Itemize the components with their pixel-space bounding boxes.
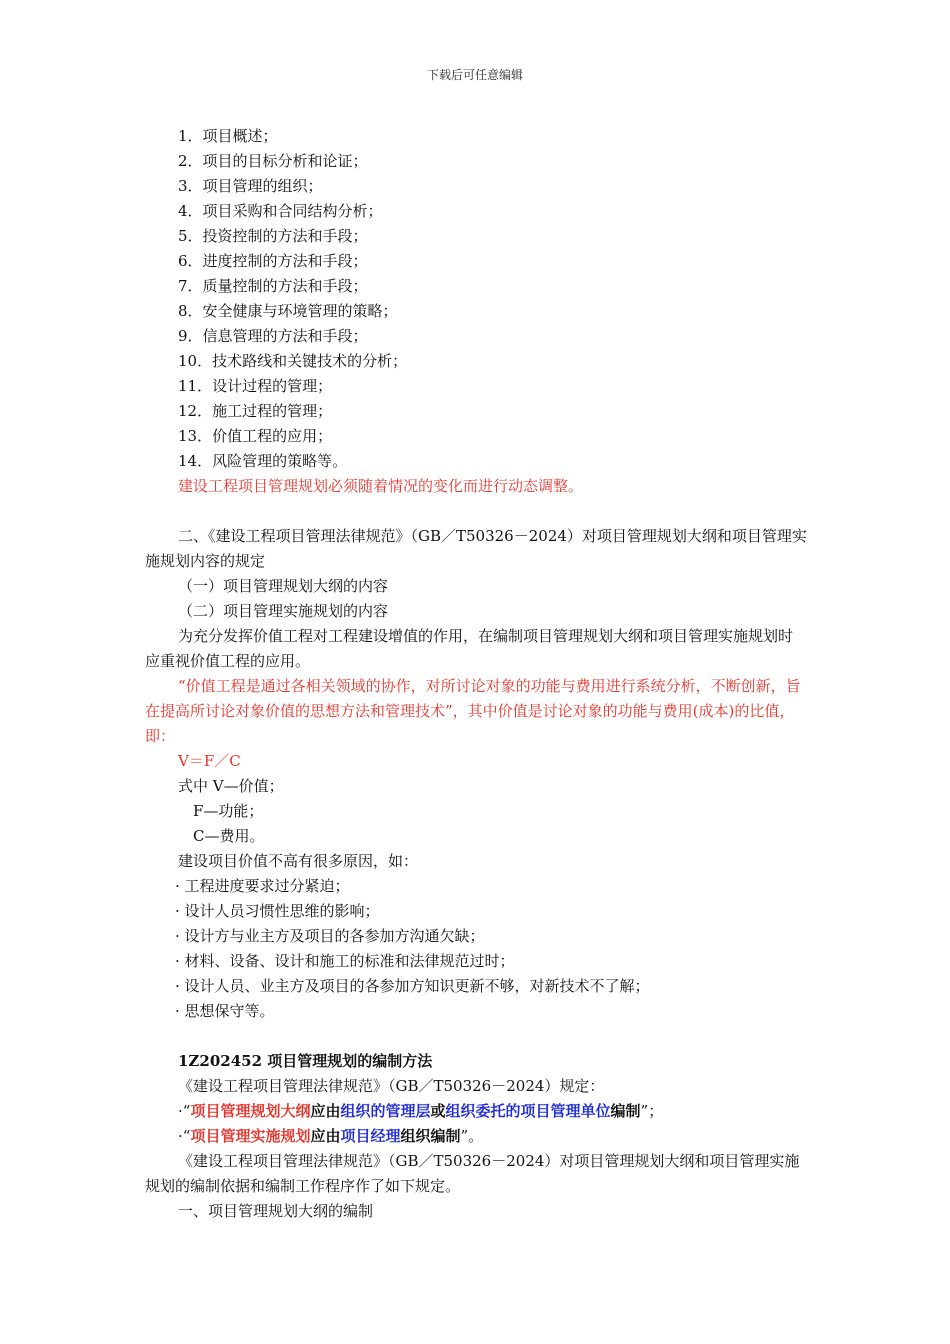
formula-c: C—费用。: [193, 827, 265, 845]
rule-term: 项目管理规划大纲: [190, 1102, 311, 1120]
reason-item: · 思想保守等。: [175, 1002, 275, 1020]
list-item: 1．项目概述；: [178, 127, 278, 145]
list-item: 11．设计过程的管理；: [178, 377, 333, 395]
red-note: 建设工程项目管理规划必须随着情况的变化而进行动态调整。: [178, 477, 584, 495]
rule-term: 组织的管理层: [340, 1102, 431, 1120]
spacer: [145, 499, 807, 524]
list-item: 7．质量控制的方法和手段；: [178, 277, 368, 295]
rule-2: [145, 1124, 807, 1149]
rule-term: 项目经理: [340, 1127, 401, 1145]
rule-text: 应由: [310, 1127, 341, 1145]
list-item: 6．进度控制的方法和手段；: [178, 252, 368, 270]
rule-term: 组织委托的项目管理单位: [445, 1102, 611, 1120]
reason-item: · 设计人员习惯性思维的影响；: [175, 902, 380, 920]
rule-suffix: ”；: [640, 1102, 664, 1120]
reasons-intro: 建设项目价值不高有很多原因，如：: [178, 852, 419, 870]
document-body: [145, 124, 807, 1224]
section3-cite: 《建设工程项目管理法律规范》（GB／T50326－2024）规定：: [178, 1077, 605, 1095]
formula-where: 式中 V—价值；: [178, 777, 284, 795]
section2-sub1: （一）项目管理规划大纲的内容: [178, 577, 389, 595]
list-item: 2．项目的目标分析和论证；: [178, 152, 368, 170]
list-item: 5．投资控制的方法和手段；: [178, 227, 368, 245]
reason-item: · 设计人员、业主方及项目的各参加方知识更新不够，对新技术不了解；: [175, 977, 650, 995]
list-item: 14．风险管理的策略等。: [178, 452, 348, 470]
rule-text: 编制: [610, 1102, 641, 1120]
rule-suffix: ”。: [460, 1127, 484, 1145]
rule-term: 项目管理实施规划: [190, 1127, 311, 1145]
value-engineering-definition: “价值工程是通过各相关领域的协作，对所讨论对象的功能与费用进行系统分析，不断创新，旨在提高所讨论对象价值的思想方法和管理技术”，其中价值是讨论对象的功能与费用(成本)的比值，即：: [145, 677, 801, 745]
section3-sub1: 一、项目管理规划大纲的编制: [178, 1202, 374, 1220]
rule-text: 组织编制: [400, 1127, 461, 1145]
list-item: 8．安全健康与环境管理的策略；: [178, 302, 398, 320]
list-item: 4．项目采购和合同结构分析；: [178, 202, 383, 220]
section3-heading: 1Z202452 项目管理规划的编制方法: [178, 1052, 433, 1070]
spacer: [145, 1024, 807, 1049]
rule-1: [145, 1099, 807, 1124]
list-item: 13．价值工程的应用；: [178, 427, 333, 445]
rule-text: 应由: [310, 1102, 341, 1120]
page-header: 下载后可任意编辑: [426, 68, 523, 82]
section3-para: 《建设工程项目管理法律规范》（GB／T50326－2024）对项目管理规划大纲和项目管理实施规划的编制依据和编制工作程序作了如下规定。: [145, 1152, 800, 1195]
list-item: 12．施工过程的管理；: [178, 402, 333, 420]
rule-prefix: ·“: [178, 1102, 191, 1120]
list-item: 10．技术路线和关键技术的分析；: [178, 352, 408, 370]
list-item: 9．信息管理的方法和手段；: [178, 327, 368, 345]
list-item: 3．项目管理的组织；: [178, 177, 323, 195]
section2-title: 二、《建设工程项目管理法律规范》（GB／T50326－2024）对项目管理规划大纲和项目管理实施规划内容的规定: [145, 527, 807, 570]
rule-prefix: ·“: [178, 1127, 191, 1145]
reason-item: · 材料、设备、设计和施工的标准和法律规范过时；: [175, 952, 515, 970]
reason-item: · 设计方与业主方及项目的各参加方沟通欠缺；: [175, 927, 485, 945]
section2-para: 为充分发挥价值工程对工程建设增值的作用，在编制项目管理规划大纲和项目管理实施规划时应重视价值工程的应用。: [145, 627, 794, 670]
formula: V＝F／C: [178, 752, 241, 770]
reason-item: · 工程进度要求过分紧迫；: [175, 877, 350, 895]
rule-text: 或: [430, 1102, 446, 1120]
section2-sub2: （二）项目管理实施规划的内容: [178, 602, 389, 620]
formula-f: F—功能；: [193, 802, 264, 820]
